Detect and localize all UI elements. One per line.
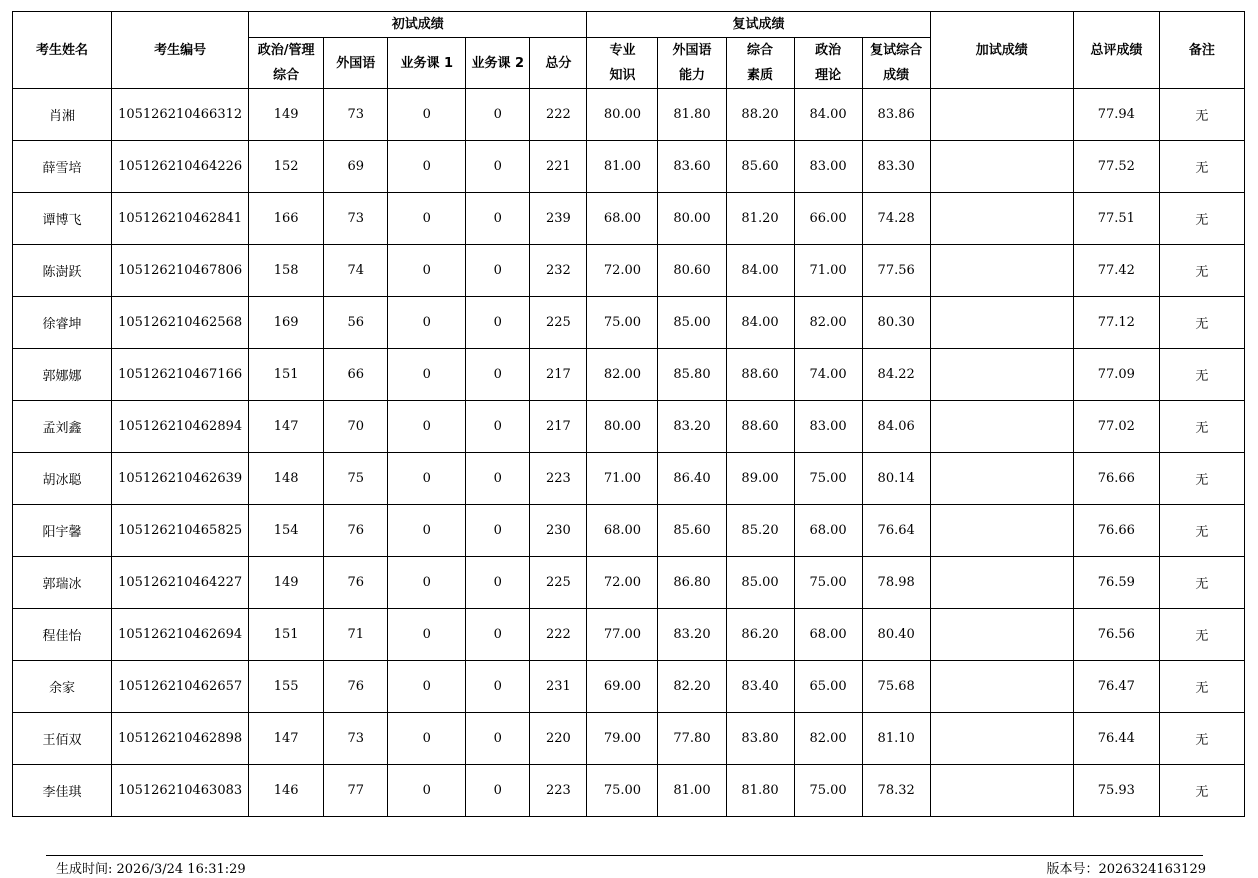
cell-retest-major: 69.00 bbox=[587, 661, 658, 713]
cell-prelim-foreign: 73 bbox=[324, 89, 388, 141]
table-row bbox=[13, 297, 1245, 349]
header-prelim-group: 初试成绩 bbox=[249, 12, 587, 38]
cell-retest-politics: 83.00 bbox=[794, 141, 862, 193]
cell-retest-composite: 78.32 bbox=[862, 765, 930, 817]
cell-retest-composite: 83.86 bbox=[862, 89, 930, 141]
cell-total-eval: 76.44 bbox=[1073, 713, 1159, 765]
cell-prelim-politics: 169 bbox=[249, 297, 324, 349]
cell-retest-composite: 84.06 bbox=[862, 401, 930, 453]
cell-retest-politics: 74.00 bbox=[794, 349, 862, 401]
cell-extra-score bbox=[930, 401, 1073, 453]
cell-total-eval: 77.12 bbox=[1073, 297, 1159, 349]
cell-retest-major: 81.00 bbox=[587, 141, 658, 193]
cell-prelim-foreign: 77 bbox=[324, 765, 388, 817]
cell-remark: 无 bbox=[1159, 141, 1244, 193]
cell-retest-foreign: 82.20 bbox=[658, 661, 726, 713]
table-row bbox=[13, 193, 1245, 245]
cell-total-eval: 77.94 bbox=[1073, 89, 1159, 141]
cell-prelim-course1: 0 bbox=[388, 297, 466, 349]
cell-retest-major: 72.00 bbox=[587, 557, 658, 609]
cell-prelim-total: 239 bbox=[530, 193, 587, 245]
cell-retest-politics: 66.00 bbox=[794, 193, 862, 245]
cell-student-id: 105126210463083 bbox=[112, 765, 249, 817]
cell-student-name: 阳宇馨 bbox=[13, 505, 112, 557]
cell-retest-major: 79.00 bbox=[587, 713, 658, 765]
table-row bbox=[13, 557, 1245, 609]
cell-prelim-total: 222 bbox=[530, 89, 587, 141]
cell-prelim-politics: 166 bbox=[249, 193, 324, 245]
cell-prelim-foreign: 74 bbox=[324, 245, 388, 297]
cell-retest-quality: 85.60 bbox=[726, 141, 794, 193]
cell-extra-score bbox=[930, 713, 1073, 765]
cell-total-eval: 77.42 bbox=[1073, 245, 1159, 297]
cell-prelim-total: 230 bbox=[530, 505, 587, 557]
cell-prelim-politics: 147 bbox=[249, 401, 324, 453]
cell-student-name: 徐睿坤 bbox=[13, 297, 112, 349]
cell-total-eval: 77.52 bbox=[1073, 141, 1159, 193]
cell-retest-quality: 84.00 bbox=[726, 245, 794, 297]
cell-prelim-politics: 149 bbox=[249, 89, 324, 141]
header-total-eval: 总评成绩 bbox=[1073, 12, 1159, 89]
cell-retest-politics: 68.00 bbox=[794, 505, 862, 557]
header-name: 考生姓名 bbox=[13, 12, 112, 89]
cell-remark: 无 bbox=[1159, 609, 1244, 661]
cell-prelim-foreign: 76 bbox=[324, 557, 388, 609]
cell-prelim-foreign: 66 bbox=[324, 349, 388, 401]
cell-prelim-total: 220 bbox=[530, 713, 587, 765]
cell-retest-politics: 75.00 bbox=[794, 765, 862, 817]
cell-prelim-course2: 0 bbox=[466, 141, 530, 193]
cell-prelim-total: 222 bbox=[530, 609, 587, 661]
cell-extra-score bbox=[930, 89, 1073, 141]
cell-prelim-foreign: 76 bbox=[324, 505, 388, 557]
cell-prelim-politics: 151 bbox=[249, 349, 324, 401]
cell-total-eval: 75.93 bbox=[1073, 765, 1159, 817]
cell-retest-quality: 84.00 bbox=[726, 297, 794, 349]
cell-retest-politics: 82.00 bbox=[794, 297, 862, 349]
cell-student-id: 105126210466312 bbox=[112, 89, 249, 141]
cell-student-id: 105126210465825 bbox=[112, 505, 249, 557]
cell-student-name: 郭瑞冰 bbox=[13, 557, 112, 609]
cell-retest-foreign: 85.80 bbox=[658, 349, 726, 401]
cell-retest-major: 80.00 bbox=[587, 89, 658, 141]
table-row bbox=[13, 89, 1245, 141]
cell-retest-politics: 65.00 bbox=[794, 661, 862, 713]
cell-retest-foreign: 83.20 bbox=[658, 609, 726, 661]
cell-student-name: 王佰双 bbox=[13, 713, 112, 765]
cell-retest-quality: 88.20 bbox=[726, 89, 794, 141]
cell-remark: 无 bbox=[1159, 401, 1244, 453]
cell-total-eval: 77.09 bbox=[1073, 349, 1159, 401]
cell-retest-composite: 74.28 bbox=[862, 193, 930, 245]
cell-retest-quality: 81.80 bbox=[726, 765, 794, 817]
cell-student-id: 105126210462898 bbox=[112, 713, 249, 765]
cell-prelim-course2: 0 bbox=[466, 453, 530, 505]
cell-prelim-foreign: 73 bbox=[324, 713, 388, 765]
cell-prelim-total: 217 bbox=[530, 401, 587, 453]
cell-prelim-course2: 0 bbox=[466, 661, 530, 713]
version-number: 版本号：2026324163129 bbox=[1046, 862, 1206, 877]
cell-remark: 无 bbox=[1159, 557, 1244, 609]
score-table bbox=[12, 11, 1245, 817]
table-body bbox=[13, 89, 1245, 817]
cell-prelim-course2: 0 bbox=[466, 765, 530, 817]
cell-retest-foreign: 80.00 bbox=[658, 193, 726, 245]
cell-prelim-course2: 0 bbox=[466, 349, 530, 401]
cell-prelim-total: 225 bbox=[530, 297, 587, 349]
cell-prelim-politics: 154 bbox=[249, 505, 324, 557]
cell-remark: 无 bbox=[1159, 297, 1244, 349]
cell-prelim-course1: 0 bbox=[388, 141, 466, 193]
cell-retest-quality: 81.20 bbox=[726, 193, 794, 245]
cell-retest-major: 75.00 bbox=[587, 765, 658, 817]
cell-student-id: 105126210462841 bbox=[112, 193, 249, 245]
cell-student-id: 105126210464226 bbox=[112, 141, 249, 193]
cell-retest-quality: 83.40 bbox=[726, 661, 794, 713]
cell-student-id: 105126210462894 bbox=[112, 401, 249, 453]
cell-retest-politics: 82.00 bbox=[794, 713, 862, 765]
cell-prelim-course2: 0 bbox=[466, 193, 530, 245]
cell-retest-foreign: 83.60 bbox=[658, 141, 726, 193]
cell-extra-score bbox=[930, 557, 1073, 609]
header-prelim-total: 总分 bbox=[530, 38, 587, 89]
cell-student-id: 105126210462568 bbox=[112, 297, 249, 349]
cell-prelim-course2: 0 bbox=[466, 89, 530, 141]
cell-retest-quality: 88.60 bbox=[726, 401, 794, 453]
table-row bbox=[13, 661, 1245, 713]
cell-prelim-total: 232 bbox=[530, 245, 587, 297]
cell-extra-score bbox=[930, 349, 1073, 401]
cell-retest-composite: 84.22 bbox=[862, 349, 930, 401]
cell-extra-score bbox=[930, 297, 1073, 349]
cell-retest-quality: 88.60 bbox=[726, 349, 794, 401]
cell-prelim-politics: 151 bbox=[249, 609, 324, 661]
cell-prelim-course2: 0 bbox=[466, 297, 530, 349]
cell-remark: 无 bbox=[1159, 89, 1244, 141]
cell-total-eval: 76.59 bbox=[1073, 557, 1159, 609]
cell-student-name: 郭娜娜 bbox=[13, 349, 112, 401]
cell-extra-score bbox=[930, 245, 1073, 297]
cell-retest-quality: 89.00 bbox=[726, 453, 794, 505]
table-row bbox=[13, 765, 1245, 817]
header-retest-politics: 政治 理论 bbox=[794, 38, 862, 89]
cell-retest-foreign: 85.60 bbox=[658, 505, 726, 557]
table-row bbox=[13, 401, 1245, 453]
cell-student-name: 胡冰聪 bbox=[13, 453, 112, 505]
cell-prelim-course1: 0 bbox=[388, 557, 466, 609]
cell-retest-foreign: 83.20 bbox=[658, 401, 726, 453]
cell-student-id: 105126210467166 bbox=[112, 349, 249, 401]
header-prelim-course1: 业务课 1 bbox=[388, 38, 466, 89]
cell-retest-quality: 86.20 bbox=[726, 609, 794, 661]
cell-retest-composite: 80.30 bbox=[862, 297, 930, 349]
cell-retest-major: 71.00 bbox=[587, 453, 658, 505]
cell-prelim-course2: 0 bbox=[466, 505, 530, 557]
cell-retest-major: 80.00 bbox=[587, 401, 658, 453]
header-prelim-foreign: 外国语 bbox=[324, 38, 388, 89]
cell-student-name: 谭博飞 bbox=[13, 193, 112, 245]
cell-retest-politics: 71.00 bbox=[794, 245, 862, 297]
cell-prelim-foreign: 70 bbox=[324, 401, 388, 453]
cell-remark: 无 bbox=[1159, 765, 1244, 817]
cell-prelim-course2: 0 bbox=[466, 401, 530, 453]
cell-retest-major: 75.00 bbox=[587, 297, 658, 349]
cell-retest-politics: 83.00 bbox=[794, 401, 862, 453]
cell-retest-composite: 76.64 bbox=[862, 505, 930, 557]
cell-retest-politics: 75.00 bbox=[794, 557, 862, 609]
cell-prelim-course1: 0 bbox=[388, 609, 466, 661]
cell-prelim-course2: 0 bbox=[466, 609, 530, 661]
table-row bbox=[13, 141, 1245, 193]
cell-prelim-politics: 146 bbox=[249, 765, 324, 817]
cell-prelim-total: 225 bbox=[530, 557, 587, 609]
cell-prelim-politics: 149 bbox=[249, 557, 324, 609]
cell-retest-composite: 80.40 bbox=[862, 609, 930, 661]
table-row bbox=[13, 609, 1245, 661]
cell-total-eval: 76.56 bbox=[1073, 609, 1159, 661]
header-retest-composite: 复试综合 成绩 bbox=[862, 38, 930, 89]
cell-retest-foreign: 81.00 bbox=[658, 765, 726, 817]
cell-prelim-total: 223 bbox=[530, 453, 587, 505]
cell-prelim-politics: 158 bbox=[249, 245, 324, 297]
cell-prelim-course1: 0 bbox=[388, 245, 466, 297]
table-row bbox=[13, 713, 1245, 765]
header-id: 考生编号 bbox=[112, 12, 249, 89]
cell-remark: 无 bbox=[1159, 713, 1244, 765]
cell-prelim-course1: 0 bbox=[388, 193, 466, 245]
cell-prelim-total: 221 bbox=[530, 141, 587, 193]
cell-retest-politics: 75.00 bbox=[794, 453, 862, 505]
cell-student-id: 105126210467806 bbox=[112, 245, 249, 297]
header-extra: 加试成绩 bbox=[930, 12, 1073, 89]
cell-prelim-total: 231 bbox=[530, 661, 587, 713]
cell-retest-major: 68.00 bbox=[587, 505, 658, 557]
cell-retest-composite: 81.10 bbox=[862, 713, 930, 765]
cell-retest-composite: 78.98 bbox=[862, 557, 930, 609]
cell-extra-score bbox=[930, 141, 1073, 193]
cell-student-id: 105126210462657 bbox=[112, 661, 249, 713]
cell-prelim-course1: 0 bbox=[388, 401, 466, 453]
header-prelim-politics: 政治/管理 综合 bbox=[249, 38, 324, 89]
cell-retest-major: 82.00 bbox=[587, 349, 658, 401]
cell-remark: 无 bbox=[1159, 453, 1244, 505]
cell-prelim-foreign: 73 bbox=[324, 193, 388, 245]
cell-extra-score bbox=[930, 661, 1073, 713]
cell-retest-quality: 85.20 bbox=[726, 505, 794, 557]
cell-prelim-foreign: 76 bbox=[324, 661, 388, 713]
cell-remark: 无 bbox=[1159, 193, 1244, 245]
cell-extra-score bbox=[930, 609, 1073, 661]
cell-retest-foreign: 77.80 bbox=[658, 713, 726, 765]
cell-prelim-course1: 0 bbox=[388, 713, 466, 765]
cell-prelim-course1: 0 bbox=[388, 505, 466, 557]
cell-remark: 无 bbox=[1159, 505, 1244, 557]
cell-prelim-course2: 0 bbox=[466, 713, 530, 765]
cell-prelim-politics: 155 bbox=[249, 661, 324, 713]
cell-prelim-course1: 0 bbox=[388, 765, 466, 817]
cell-retest-foreign: 86.40 bbox=[658, 453, 726, 505]
cell-extra-score bbox=[930, 765, 1073, 817]
cell-prelim-politics: 152 bbox=[249, 141, 324, 193]
footer-divider bbox=[46, 855, 1203, 856]
cell-extra-score bbox=[930, 505, 1073, 557]
cell-student-name: 薛雪培 bbox=[13, 141, 112, 193]
cell-retest-foreign: 80.60 bbox=[658, 245, 726, 297]
cell-retest-quality: 83.80 bbox=[726, 713, 794, 765]
cell-extra-score bbox=[930, 453, 1073, 505]
cell-prelim-course2: 0 bbox=[466, 245, 530, 297]
cell-prelim-course1: 0 bbox=[388, 453, 466, 505]
header-prelim-course2: 业务课 2 bbox=[466, 38, 530, 89]
cell-prelim-course2: 0 bbox=[466, 557, 530, 609]
cell-total-eval: 77.51 bbox=[1073, 193, 1159, 245]
cell-student-id: 105126210464227 bbox=[112, 557, 249, 609]
cell-retest-major: 68.00 bbox=[587, 193, 658, 245]
table-row bbox=[13, 349, 1245, 401]
cell-prelim-total: 223 bbox=[530, 765, 587, 817]
cell-retest-politics: 84.00 bbox=[794, 89, 862, 141]
table-row bbox=[13, 245, 1245, 297]
cell-retest-composite: 75.68 bbox=[862, 661, 930, 713]
cell-prelim-total: 217 bbox=[530, 349, 587, 401]
cell-student-name: 孟刘鑫 bbox=[13, 401, 112, 453]
cell-student-name: 程佳怡 bbox=[13, 609, 112, 661]
cell-prelim-course1: 0 bbox=[388, 661, 466, 713]
cell-retest-politics: 68.00 bbox=[794, 609, 862, 661]
cell-remark: 无 bbox=[1159, 661, 1244, 713]
cell-prelim-politics: 148 bbox=[249, 453, 324, 505]
cell-prelim-course1: 0 bbox=[388, 89, 466, 141]
cell-retest-foreign: 86.80 bbox=[658, 557, 726, 609]
cell-student-name: 余家 bbox=[13, 661, 112, 713]
table-row bbox=[13, 453, 1245, 505]
cell-retest-foreign: 81.80 bbox=[658, 89, 726, 141]
cell-retest-quality: 85.00 bbox=[726, 557, 794, 609]
cell-prelim-politics: 147 bbox=[249, 713, 324, 765]
cell-retest-major: 72.00 bbox=[587, 245, 658, 297]
header-retest-major: 专业 知识 bbox=[587, 38, 658, 89]
cell-retest-foreign: 85.00 bbox=[658, 297, 726, 349]
table-header bbox=[13, 12, 1245, 89]
cell-extra-score bbox=[930, 193, 1073, 245]
cell-student-name: 陈澍跃 bbox=[13, 245, 112, 297]
cell-retest-composite: 77.56 bbox=[862, 245, 930, 297]
cell-retest-composite: 83.30 bbox=[862, 141, 930, 193]
cell-student-id: 105126210462639 bbox=[112, 453, 249, 505]
cell-prelim-foreign: 56 bbox=[324, 297, 388, 349]
header-retest-group: 复试成绩 bbox=[587, 12, 930, 38]
cell-prelim-foreign: 75 bbox=[324, 453, 388, 505]
cell-prelim-foreign: 69 bbox=[324, 141, 388, 193]
cell-retest-composite: 80.14 bbox=[862, 453, 930, 505]
header-remark: 备注 bbox=[1159, 12, 1244, 89]
cell-student-name: 肖湘 bbox=[13, 89, 112, 141]
cell-prelim-course1: 0 bbox=[388, 349, 466, 401]
table-row bbox=[13, 505, 1245, 557]
header-retest-foreign: 外国语 能力 bbox=[658, 38, 726, 89]
cell-student-id: 105126210462694 bbox=[112, 609, 249, 661]
cell-remark: 无 bbox=[1159, 245, 1244, 297]
cell-remark: 无 bbox=[1159, 349, 1244, 401]
generated-time: 生成时间: 2026/3/24 16:31:29 bbox=[56, 862, 246, 877]
header-retest-quality: 综合 素质 bbox=[726, 38, 794, 89]
cell-total-eval: 76.47 bbox=[1073, 661, 1159, 713]
cell-student-name: 李佳琪 bbox=[13, 765, 112, 817]
cell-retest-major: 77.00 bbox=[587, 609, 658, 661]
cell-total-eval: 77.02 bbox=[1073, 401, 1159, 453]
cell-prelim-foreign: 71 bbox=[324, 609, 388, 661]
cell-total-eval: 76.66 bbox=[1073, 453, 1159, 505]
cell-total-eval: 76.66 bbox=[1073, 505, 1159, 557]
